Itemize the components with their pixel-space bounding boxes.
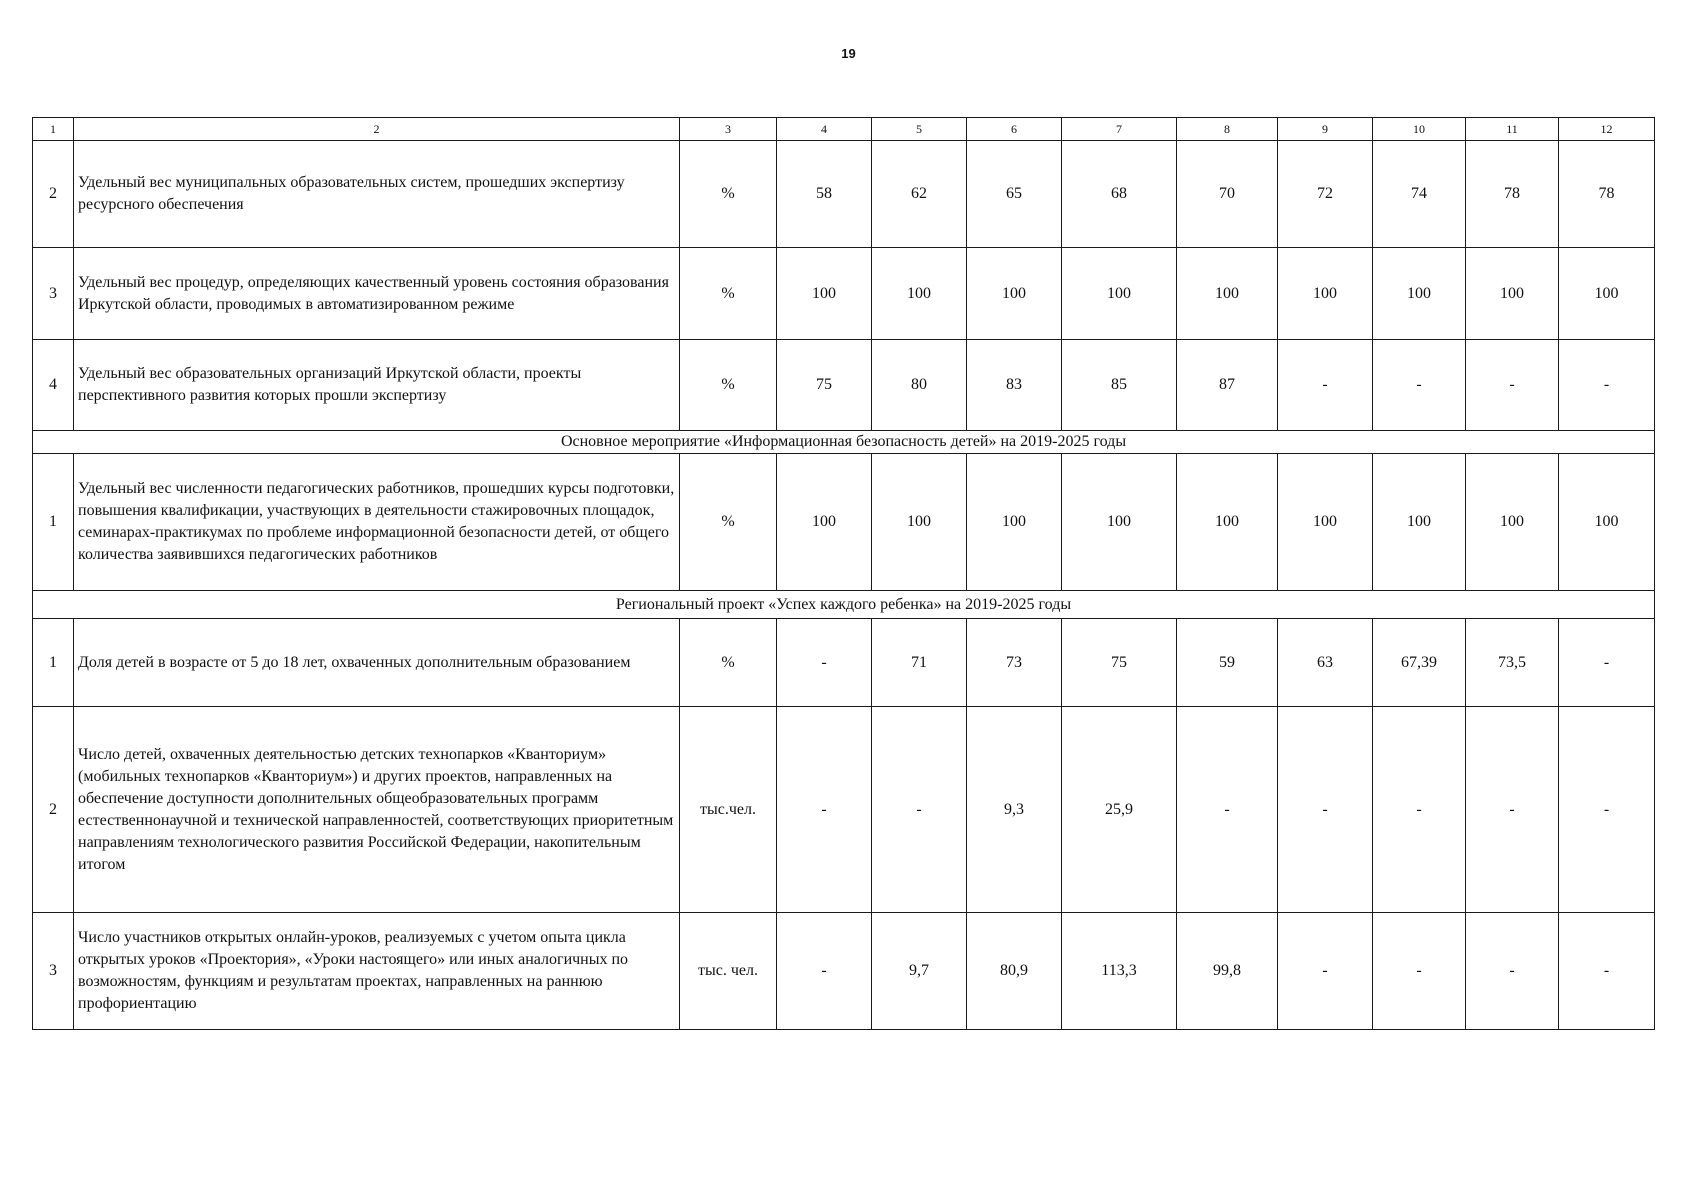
value-cell: 87 bbox=[1177, 340, 1278, 431]
unit-cell: % bbox=[680, 454, 777, 591]
value-cell: - bbox=[1278, 707, 1373, 913]
row-number: 2 bbox=[33, 707, 74, 913]
value-cell: 100 bbox=[872, 454, 967, 591]
value-cell: - bbox=[1177, 707, 1278, 913]
value-cell: 100 bbox=[1278, 454, 1373, 591]
column-number: 7 bbox=[1062, 118, 1177, 141]
unit-cell: тыс.чел. bbox=[680, 707, 777, 913]
value-cell: - bbox=[1559, 340, 1655, 431]
value-cell: - bbox=[1278, 340, 1373, 431]
column-number: 2 bbox=[74, 118, 680, 141]
table-row bbox=[33, 913, 1655, 1030]
value-cell: 73 bbox=[967, 619, 1062, 707]
value-cell: 67,39 bbox=[1373, 619, 1466, 707]
table-row bbox=[33, 619, 1655, 707]
row-number: 2 bbox=[33, 141, 74, 248]
column-number: 3 bbox=[680, 118, 777, 141]
section-row bbox=[33, 431, 1655, 454]
value-cell: 100 bbox=[1466, 248, 1559, 340]
value-cell: 80,9 bbox=[967, 913, 1062, 1030]
column-number: 4 bbox=[777, 118, 872, 141]
value-cell: 75 bbox=[1062, 619, 1177, 707]
value-cell: - bbox=[777, 913, 872, 1030]
value-cell: 100 bbox=[1373, 248, 1466, 340]
value-cell: 100 bbox=[1559, 454, 1655, 591]
value-cell: 73,5 bbox=[1466, 619, 1559, 707]
value-cell: - bbox=[777, 707, 872, 913]
value-cell: 78 bbox=[1466, 141, 1559, 248]
value-cell: 59 bbox=[1177, 619, 1278, 707]
value-cell: - bbox=[1373, 340, 1466, 431]
table-row bbox=[33, 707, 1655, 913]
column-number: 6 bbox=[967, 118, 1062, 141]
value-cell: 100 bbox=[777, 454, 872, 591]
column-number: 8 bbox=[1177, 118, 1278, 141]
value-cell: 100 bbox=[1559, 248, 1655, 340]
unit-cell: % bbox=[680, 248, 777, 340]
value-cell: 100 bbox=[1062, 454, 1177, 591]
value-cell: - bbox=[1373, 913, 1466, 1030]
column-number: 12 bbox=[1559, 118, 1655, 141]
value-cell: 63 bbox=[1278, 619, 1373, 707]
table-row bbox=[33, 248, 1655, 340]
column-number: 5 bbox=[872, 118, 967, 141]
value-cell: - bbox=[1278, 913, 1373, 1030]
section-row bbox=[33, 591, 1655, 619]
value-cell: 74 bbox=[1373, 141, 1466, 248]
value-cell: - bbox=[777, 619, 872, 707]
indicator-name: Удельный вес численности педагогических работников, прошедших курсы подготовки, повышения квалификации, участвующих в деятельности стажировочных площадок, семинарах-практикумах по проблеме информационной безопасности детей, от общего количества заявившихся педагогических работников bbox=[74, 454, 680, 591]
row-number: 4 bbox=[33, 340, 74, 431]
value-cell: - bbox=[1373, 707, 1466, 913]
row-number: 1 bbox=[33, 619, 74, 707]
value-cell: 9,3 bbox=[967, 707, 1062, 913]
unit-cell: % bbox=[680, 619, 777, 707]
value-cell: 68 bbox=[1062, 141, 1177, 248]
value-cell: 70 bbox=[1177, 141, 1278, 248]
indicator-name: Доля детей в возрасте от 5 до 18 лет, охваченных дополнительным образованием bbox=[74, 619, 680, 707]
value-cell: 100 bbox=[872, 248, 967, 340]
value-cell: 100 bbox=[967, 454, 1062, 591]
value-cell: 113,3 bbox=[1062, 913, 1177, 1030]
value-cell: - bbox=[1559, 707, 1655, 913]
value-cell: 100 bbox=[1177, 454, 1278, 591]
value-cell: 9,7 bbox=[872, 913, 967, 1030]
unit-cell: тыс. чел. bbox=[680, 913, 777, 1030]
value-cell: 85 bbox=[1062, 340, 1177, 431]
row-number: 3 bbox=[33, 248, 74, 340]
value-cell: - bbox=[1559, 619, 1655, 707]
row-number: 1 bbox=[33, 454, 74, 591]
value-cell: - bbox=[1466, 340, 1559, 431]
value-cell: - bbox=[1466, 707, 1559, 913]
unit-cell: % bbox=[680, 141, 777, 248]
column-number: 9 bbox=[1278, 118, 1373, 141]
value-cell: - bbox=[872, 707, 967, 913]
value-cell: 100 bbox=[1466, 454, 1559, 591]
value-cell: 100 bbox=[1177, 248, 1278, 340]
column-number-row bbox=[33, 118, 1655, 141]
indicator-name: Удельный вес процедур, определяющих качественный уровень состояния образования Иркутской области, проводимых в автоматизированном режиме bbox=[74, 248, 680, 340]
table-body bbox=[33, 118, 1655, 1030]
column-number: 11 bbox=[1466, 118, 1559, 141]
column-number: 1 bbox=[33, 118, 74, 141]
indicator-name: Число детей, охваченных деятельностью детских технопарков «Кванториум» (мобильных технопарков «Кванториум») и других проектов, направленных на обеспечение доступности дополнительных общеобразовательных программ естественнонаучной и технической направленностей, соответствующих приоритетным направлениям технологического развития Российской Федерации, накопительным итогом bbox=[74, 707, 680, 913]
table-row bbox=[33, 454, 1655, 591]
value-cell: 83 bbox=[967, 340, 1062, 431]
indicator-name: Удельный вес образовательных организаций Иркутской области, проекты перспективного развития которых прошли экспертизу bbox=[74, 340, 680, 431]
value-cell: - bbox=[1466, 913, 1559, 1030]
value-cell: 75 bbox=[777, 340, 872, 431]
value-cell: 25,9 bbox=[1062, 707, 1177, 913]
value-cell: 62 bbox=[872, 141, 967, 248]
value-cell: 100 bbox=[1278, 248, 1373, 340]
row-number: 3 bbox=[33, 913, 74, 1030]
value-cell: 100 bbox=[967, 248, 1062, 340]
table-row bbox=[33, 340, 1655, 431]
page-number: 19 bbox=[841, 46, 856, 61]
section-title: Основное мероприятие «Информационная безопасность детей» на 2019-2025 годы bbox=[33, 431, 1655, 454]
value-cell: 100 bbox=[777, 248, 872, 340]
indicator-name: Удельный вес муниципальных образовательных систем, прошедших экспертизу ресурсного обеспечения bbox=[74, 141, 680, 248]
value-cell: 99,8 bbox=[1177, 913, 1278, 1030]
value-cell: 71 bbox=[872, 619, 967, 707]
unit-cell: % bbox=[680, 340, 777, 431]
value-cell: - bbox=[1559, 913, 1655, 1030]
value-cell: 100 bbox=[1373, 454, 1466, 591]
indicator-name: Число участников открытых онлайн-уроков, реализуемых с учетом опыта цикла открытых уроков «Проектория», «Уроки настоящего» или иных аналогичных по возможностям, функциям и результатам проектах, направленных на раннюю профориентацию bbox=[74, 913, 680, 1030]
value-cell: 65 bbox=[967, 141, 1062, 248]
value-cell: 100 bbox=[1062, 248, 1177, 340]
value-cell: 72 bbox=[1278, 141, 1373, 248]
value-cell: 80 bbox=[872, 340, 967, 431]
value-cell: 58 bbox=[777, 141, 872, 248]
indicators-table bbox=[32, 117, 1655, 1030]
table-row bbox=[33, 141, 1655, 248]
column-number: 10 bbox=[1373, 118, 1466, 141]
value-cell: 78 bbox=[1559, 141, 1655, 248]
section-title: Региональный проект «Успех каждого ребенка» на 2019-2025 годы bbox=[33, 591, 1655, 619]
